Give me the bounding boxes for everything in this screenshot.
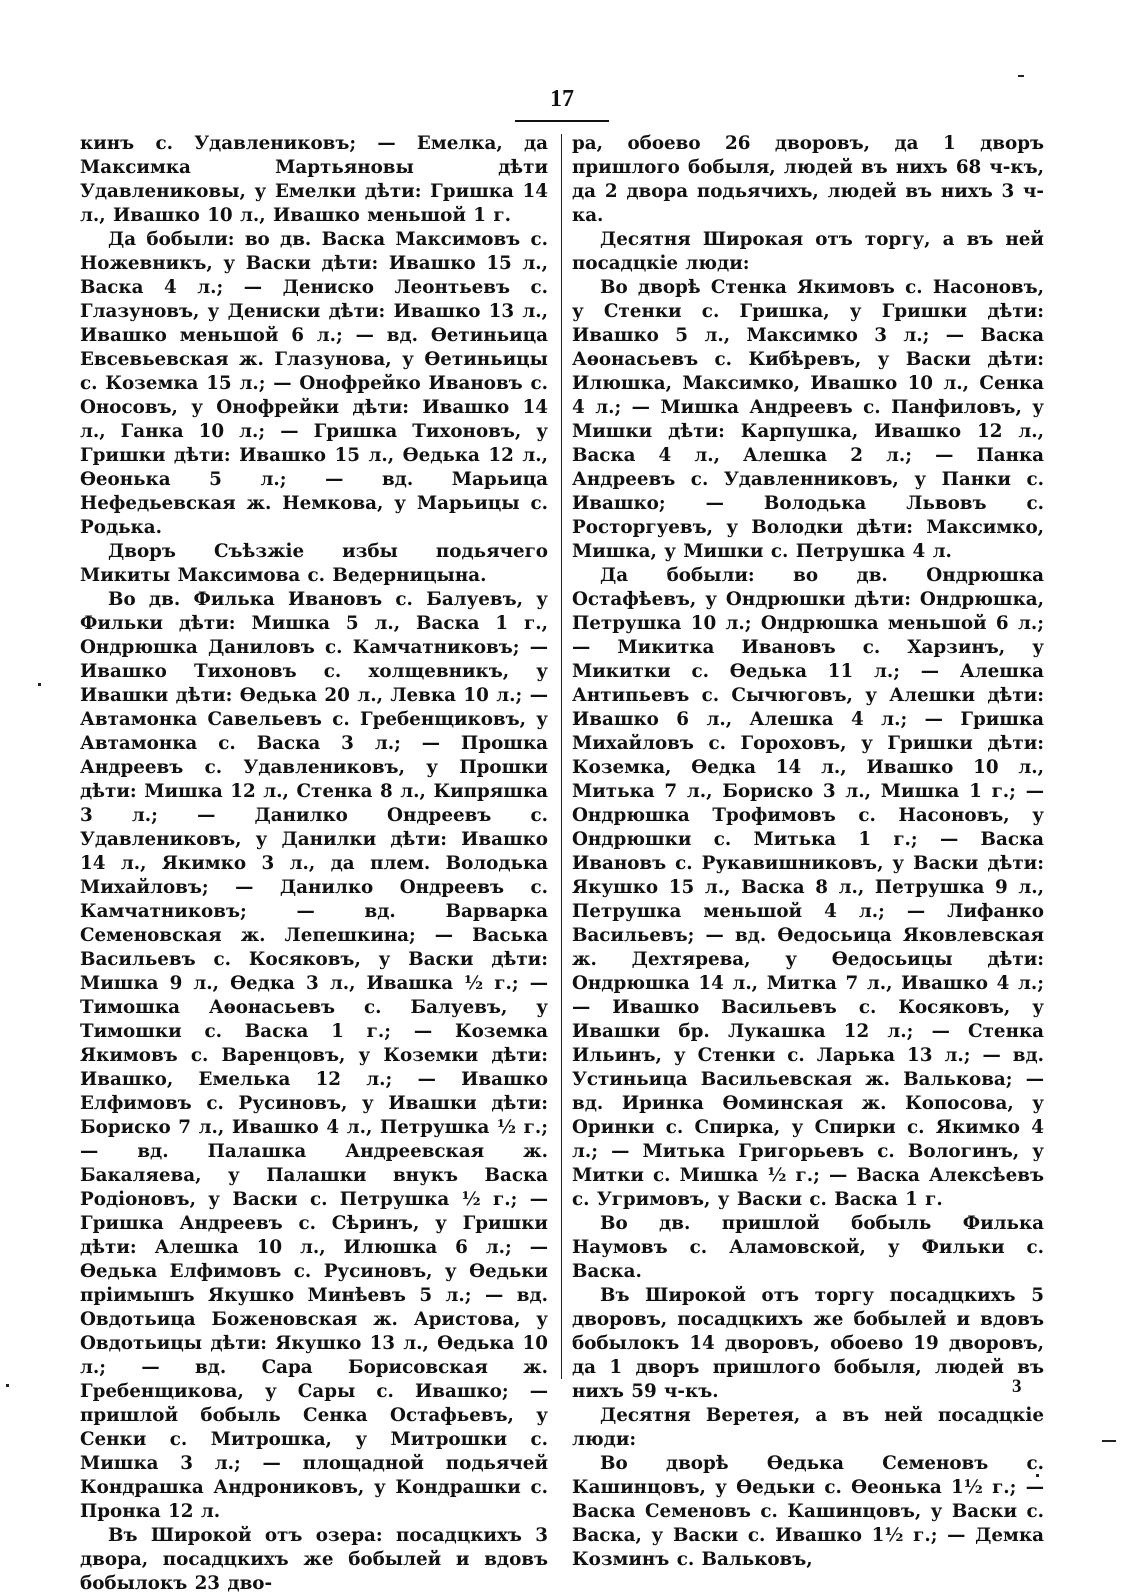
right-paragraph-3: Во дворѣ Стенка Якимовъ с. Насоновъ, у Стенки с. Гришка, у Гришки дѣти: Ивашко 5 л., Максимко 3 л.; — Васка Аѳонасьевъ с. Кибѣревъ, у Васки дѣти: Илюшка, Максимко, Ивашко 10 л., Сенка 4 л.; — Мишка Андреевъ с. Панфиловъ, у Мишки дѣти: Карпушка, Ивашко 12 л., Васка 4 л., Алешка 2 л.; — Панка Андреевъ с. Удавленниковъ, у Панки с. Ивашко; — Володька Львовъ с. Росторгуевъ, у Володки дѣти: Максимко, Мишка, у Мишки с. Петрушка 4 л. xyxy=(572,277,1044,562)
right-paragraph-8: Во дворѣ Ѳедька Семеновъ с. Кашинцовъ, у Ѳедьки с. Ѳеонька 1½ г.; — Васка Семеновъ с. Кашинцовъ, у Васки с. Васка, у Васки с. Ивашко 1½ г.; — Демка Козминъ с. Вальковъ, xyxy=(572,1453,1044,1570)
left-paragraph-4: Во дв. Филька Ивановъ с. Балуевъ, у Фильки дѣти: Мишка 5 л., Васка 1 г., Ондрюшка Даниловъ с. Камчатниковъ; — Ивашко Тихоновъ с. холщевникъ, у Ивашки дѣти: Ѳедька 20 л., Левка 10 л.; — Автамонка Савельевъ с. Гребенщиковъ, у Автамонка с. Васка 3 л.; — Прошка Андреевъ с. Удавлениковъ, у Прошки дѣти: Мишка 12 л., Стенка 8 л., Кипряшка 3 л.; — Данилко Ондреевъ с. Удавлениковъ, у Данилки дѣти: Ивашко 14 л., Якимко 3 л., да плем. Володька Михайловъ; — Данилко Ондреевъ с. Камчатниковъ; — вд. Варварка Семеновская ж. Лепешкина; — Васька Васильевъ с. Косяковъ, у Васки дѣти: Мишка 9 л., Ѳедка 3 л., Ивашка ½ г.; — Тимошка Аѳонасьевъ с. Балуевъ, у Тимошки с. Васка 1 г.; — Коземка Якимовъ с. Варенцовъ, у Коземки дѣти: Ивашко, Емелька 12 л.; — Ивашко Елфимовъ с. Русиновъ, у Ивашки дѣти: Бориско 7 л., Ивашко 4 л., Петрушка ½ г.; — вд. Палашка Андреевская ж. Бакаляева, у Палашки внукъ Васка Родіоновъ, у Васки с. Петрушка ½ г.; — Гришка Андреевъ с. Сѣринъ, у Гришки дѣти: Алешка 10 л., Илюшка 6 л.; — Ѳедька Елфимовъ с. Русиновъ, у Ѳедьки пріимышъ Якушко Минѣевъ 5 л.; — вд. Овдотьица Боженовская ж. Аристова, у Овдотьицы дѣти: Якушко 13 л., Ѳедька 10 л.; — вд. Сара Борисовская ж. Гребенщикова, у Сары с. Ивашко; — пришлой бобыль Сенка Остафьевъ, у Сенки с. Митрошка, у Митрошки с. Мишка 3 л.; — площадной подьячей Кондрашка Андрониковъ, у Кондрашки с. Пронка 12 л. xyxy=(80,589,548,1522)
page-number-rule xyxy=(515,120,609,122)
column-divider xyxy=(561,134,562,1379)
left-paragraph-3: Дворъ Съѣзжіе избы подьячего Микиты Максимова с. Ведерницына. xyxy=(80,541,548,586)
scan-speck xyxy=(1036,1474,1039,1477)
right-paragraph-1: ра, обоево 26 дворовъ, да 1 дворъ пришлого бобыля, людей въ нихъ 68 ч-къ, да 2 двора подьячихъ, людей въ нихъ 3 ч-ка. xyxy=(572,133,1044,226)
scan-speck xyxy=(1018,75,1024,77)
left-column xyxy=(80,132,548,1596)
page-number: 17 xyxy=(550,86,574,112)
right-paragraph-4: Да бобыли: во дв. Ондрюшка Остафѣевъ, у Ондрюшки дѣти: Ондрюшка, Петрушка 10 л.; Ондрюшка меньшой 6 л.; — Микитка Ивановъ с. Харзинъ, у Микитки с. Ѳедька 11 л.; — Алешка Антипьевъ с. Сычюговъ, у Алешки дѣти: Ивашко 6 л., Алешка 4 л.; — Гришка Михайловъ с. Гороховъ, у Гришки дѣти: Коземка, Ѳедка 14 л., Ивашко 10 л., Митька 7 л., Бориско 3 л., Мишка 1 г.; — Ондрюшка Трофимовъ с. Насоновъ, у Ондрюшки с. Митька 1 г.; — Васка Ивановъ с. Рукавишниковъ, у Васки дѣти: Якушко 15 л., Васка 8 л., Петрушка 9 л., Петрушка меньшой 4 л.; — Лифанко Васильевъ; — вд. Ѳедосьица Яковлевская ж. Дехтярева, у Ѳедосьицы дѣти: Ондрюшка 14 л., Митка 7 л., Ивашко 4 л.; — Ивашко Васильевъ с. Косяковъ, у Ивашки бр. Лукашка 12 л.; — Стенка Ильинъ, у Стенки с. Ларька 13 л.; — вд. Устиньица Васильевская ж. Валькова; — вд. Иринка Ѳоминская ж. Копосова, у Оринки с. Спирка, у Спирки с. Якимко 4 л.; — Митька Григорьевъ с. Вологинъ, у Митки с. Мишка ½ г.; — Васка Алексѣевъ с. Угримовъ, у Васки с. Васка 1 г. xyxy=(572,565,1044,1210)
right-paragraph-5: Во дв. пришлой бобыль Филька Наумовъ с. Аламовской, у Фильки с. Васка. xyxy=(572,1213,1044,1282)
right-paragraph-7: Десятня Веретея, а въ ней посадцкіе люди: xyxy=(572,1405,1044,1450)
signature-mark: 3 xyxy=(1012,1376,1022,1397)
right-paragraph-6: Въ Широкой отъ торгу посадцкихъ 5 дворовъ, посадцкихъ же бобылей и вдовъ бобылокъ 14 дворовъ, обоево 19 дворовъ, да 1 дворъ пришлого бобыля, людей въ нихъ 59 ч-къ. xyxy=(572,1285,1044,1402)
right-column xyxy=(572,132,1044,1572)
left-paragraph-2: Да бобыли: во дв. Васка Максимовъ с. Ножевникъ, у Васки дѣти: Ивашко 15 л., Васка 4 л.; — Дениско Леонтьевъ с. Глазуновъ, у Дениски дѣти: Ивашко 13 л., Ивашко меньшой 6 л.; — вд. Ѳетиньица Евсевьевская ж. Глазунова, у Ѳетиньицы с. Коземка 15 л.; — Онофрейко Ивановъ с. Оносовъ, у Онофрейки дѣти: Ивашко 14 л., Ганка 10 л.; — Гришка Тихоновъ, у Гришки дѣти: Ивашко 15 л., Ѳедька 12 л., Ѳеонька 5 л.; — вд. Марьица Нефедьевская ж. Немкова, у Марьицы с. Родька. xyxy=(80,229,548,538)
scan-speck xyxy=(6,1384,9,1387)
scan-speck xyxy=(38,683,41,686)
right-paragraph-2: Десятня Широкая отъ торгу, а въ ней посадцкіе люди: xyxy=(572,229,1044,274)
left-paragraph-1: кинъ с. Удавлениковъ; — Емелка, да Максимка Мартьяновы дѣти Удавлениковы, у Емелки дѣти: Гришка 14 л., Ивашко 10 л., Ивашко меньшой 1 г. xyxy=(80,133,548,226)
left-paragraph-5: Въ Широкой отъ озера: посадцкихъ 3 двора, посадцкихъ же бобылей и вдовъ бобылокъ 23 дво- xyxy=(80,1525,548,1594)
scan-speck xyxy=(1102,1440,1116,1442)
